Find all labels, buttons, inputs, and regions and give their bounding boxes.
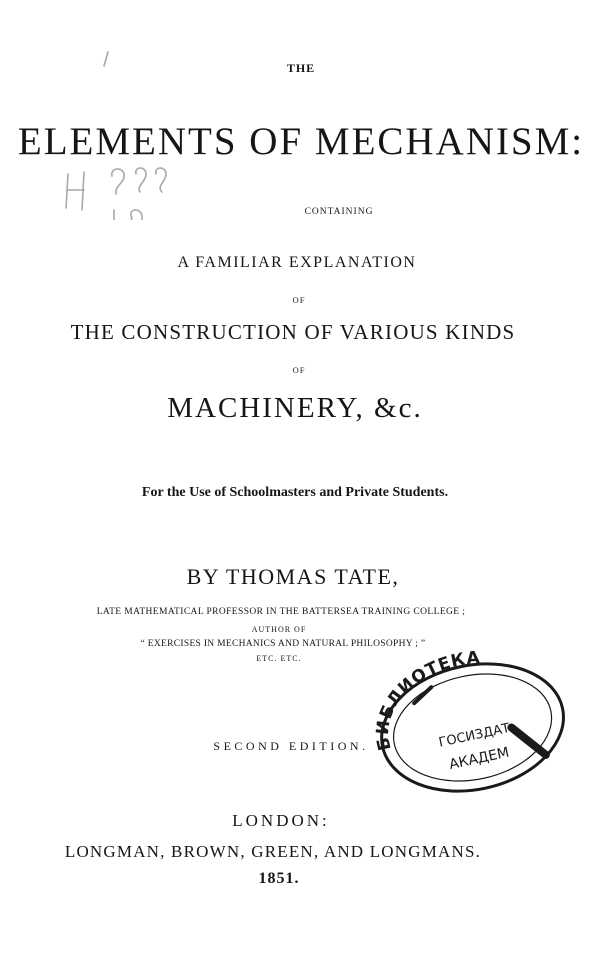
- of-label-2: OF: [292, 365, 306, 375]
- author-credentials: LATE MATHEMATICAL PROFESSOR IN THE BATTERSEA TRAINING COLLEGE ;: [96, 607, 466, 617]
- author-of-label: AUTHOR OF: [251, 625, 307, 634]
- subtitle-construction: THE CONSTRUCTION OF VARIOUS KINDS: [70, 320, 516, 344]
- author-line: BY THOMAS TATE,: [186, 564, 400, 589]
- edition-label: SECOND EDITION.: [213, 739, 369, 753]
- library-stamp: [360, 640, 580, 810]
- subtitle-machinery: MACHINERY, &c.: [167, 392, 423, 424]
- of-label-1: OF: [292, 295, 306, 305]
- publication-year: 1851.: [258, 870, 300, 887]
- other-work-title: “ EXERCISES IN MECHANICS AND NATURAL PHILOSOPHY ; ”: [140, 639, 426, 649]
- svg-text:ГОСИЗДАТ: ГОСИЗДАТ: [437, 720, 512, 751]
- main-title: ELEMENTS OF MECHANISM:: [17, 120, 585, 163]
- svg-text:БИБЛИОТЕКА: БИБЛИОТЕКА: [372, 647, 482, 753]
- containing-label: CONTAINING: [304, 207, 374, 217]
- publisher-name: LONGMAN, BROWN, GREEN, AND LONGMANS.: [64, 842, 482, 861]
- subtitle-familiar: A FAMILIAR EXPLANATION: [177, 254, 417, 271]
- place-of-publication: LONDON:: [232, 811, 330, 830]
- etc-label: ETC. ETC.: [256, 654, 302, 663]
- intended-use: For the Use of Schoolmasters and Private Students.: [141, 485, 449, 500]
- title-the: THE: [286, 61, 316, 75]
- svg-text:АКАДЕМ: АКАДЕМ: [447, 744, 511, 773]
